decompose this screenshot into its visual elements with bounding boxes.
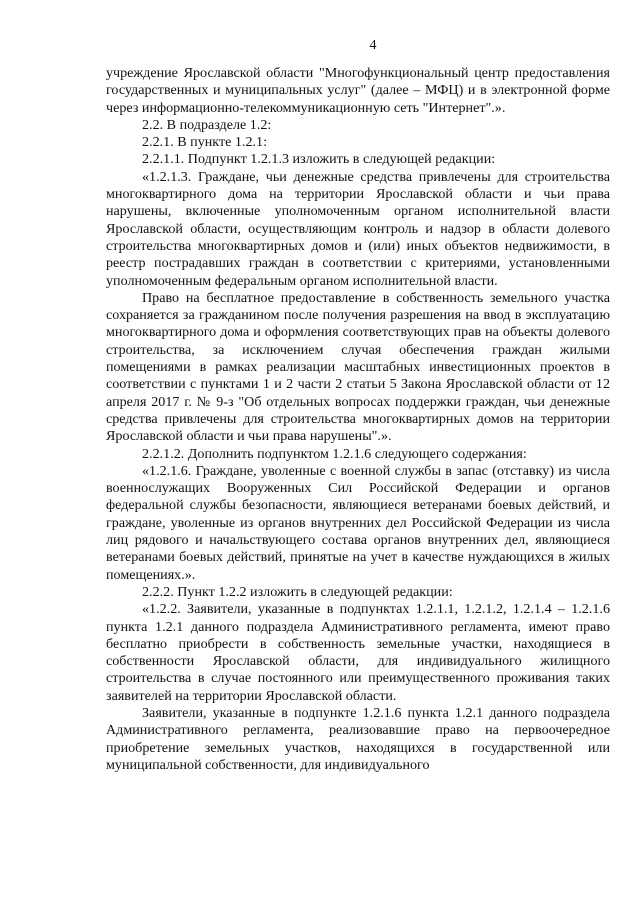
paragraph: 2.2.1.1. Подпункт 1.2.1.3 изложить в следующей редакции: xyxy=(142,151,496,168)
page-number: 4 xyxy=(369,38,377,53)
paragraph: «1.2.1.3. Граждане, чьи денежные средства привлечены для строительства многоквартирного дома на территории Ярославской области и чьи права нарушены, включенные уполномоченным органом исполнительной власти Ярославской области, осуществляющим контроль и надзор в области долевого строительства многоквартирных домов и (или) иных объектов недвижимости, в реестр пострадавших граждан в соответствии с критериями, установленными уполномоченным федеральным органом исполнительной власти. xyxy=(106,168,610,289)
paragraph: 2.2.1.2. Дополнить подпунктом 1.2.1.6 следующего содержания: xyxy=(142,445,527,462)
paragraph: «1.2.1.6. Граждане, уволенные с военной службы в запас (отставку) из числа военнослужащих Вооруженных Сил Российской Федерации и органов федеральной службы безопасности, являющиеся ветеранами боевых действий, и граждане, уволенные из органов внутренних дел Российской Федерации из числа лиц рядового и начальствующего состава органов внутренних дел, являющиеся ветеранами боевых действий, принятые на учет в качестве нуждающихся в жилых помещениях.». xyxy=(106,462,610,583)
paragraph: Заявители, указанные в подпункте 1.2.1.6 пункта 1.2.1 данного подраздела Административного регламента, реализовавшие право на первоочередное приобретение земельных участков, находящихся в государственной или муниципальной собственности, для индивидуального xyxy=(106,704,610,773)
paragraph: 2.2. В подразделе 1.2: xyxy=(142,116,272,133)
paragraph: «1.2.2. Заявители, указанные в подпунктах 1.2.1.1, 1.2.1.2, 1.2.1.4 – 1.2.1.6 пункта 1.2.1 данного подраздела Административного регламента, имеют право бесплатно приобрести в собственность земельные участки, находящиеся в собственности Ярославской области, для индивидуального жилищного строительства в случае постоянного или преимущественного проживания таких заявителей на территории Ярославской области. xyxy=(106,601,610,704)
paragraph: 2.2.1. В пункте 1.2.1: xyxy=(142,134,267,151)
document-body xyxy=(106,65,610,774)
paragraph: Право на бесплатное предоставление в собственность земельного участка сохраняется за гражданином после получения разрешения на ввод в эксплуатацию многоквартирного дома и оформления соответствующих прав на объекты долевого строительства, за исключением случая обеспечения граждан жилыми помещениями в рамках реализации масштабных инвестиционных проектов в соответствии с пунктами 1 и 2 части 2 статьи 5 Закона Ярославской области от 12 апреля 2017 г. № 9-з "Об отдельных вопросах поддержки граждан, чьи денежные средства привлечены для строительства многоквартирных домов на территории Ярославской области и чьи права нарушены".». xyxy=(106,289,610,445)
paragraph: учреждение Ярославской области "Многофункциональный центр предоставления государственных и муниципальных услуг" (далее – МФЦ) и в электронной форме через информационно-телекоммуникационную сеть "Интернет".». xyxy=(106,65,610,116)
paragraph: 2.2.2. Пункт 1.2.2 изложить в следующей редакции: xyxy=(142,583,453,600)
